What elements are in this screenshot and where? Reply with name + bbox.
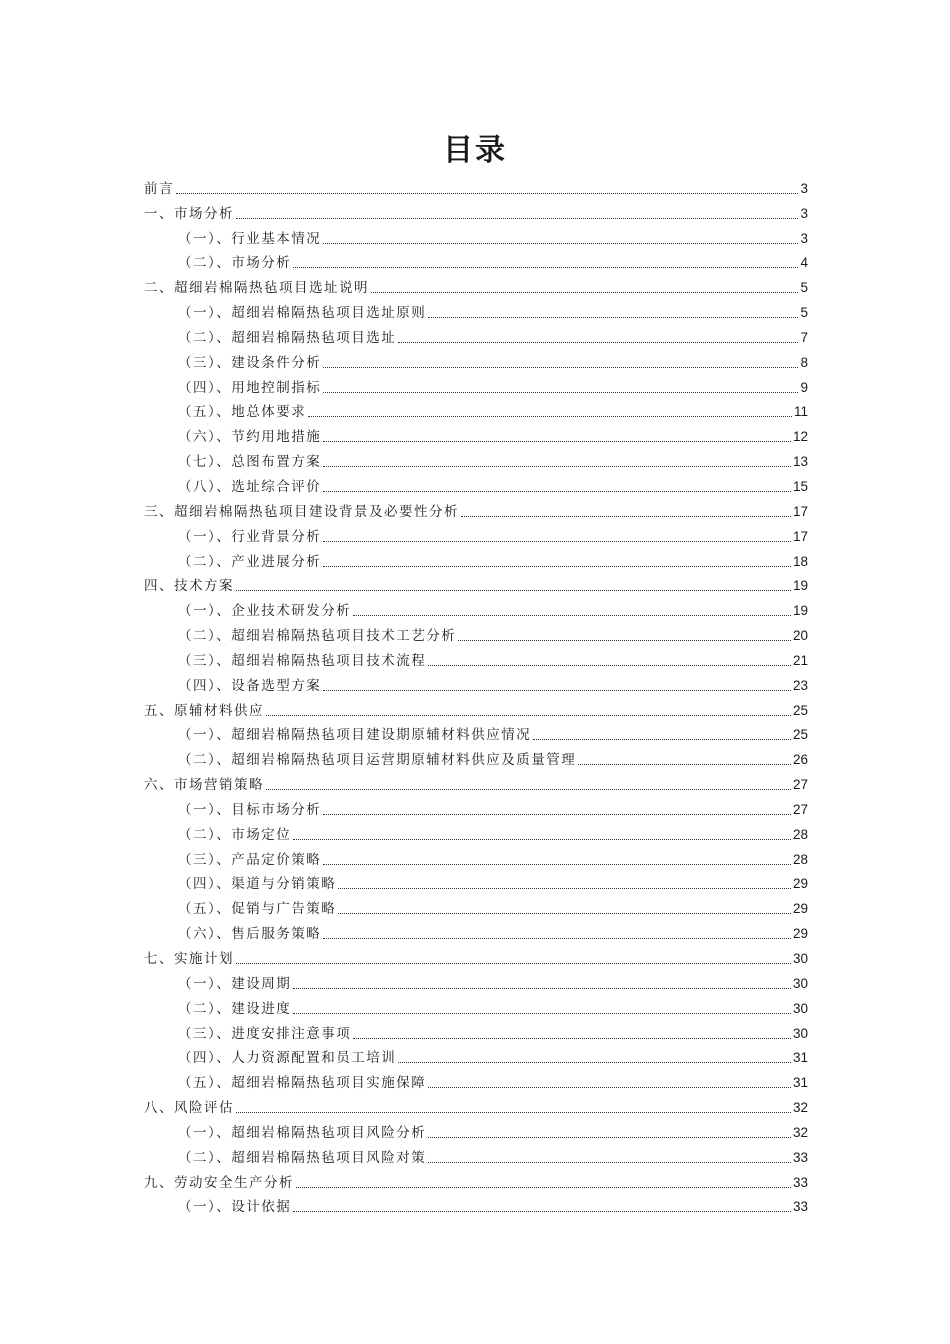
toc-entry[interactable] [144,844,808,869]
toc-entry[interactable] [144,471,808,496]
toc-dot-leader [293,1211,791,1212]
toc-entry-text: （五）、地总体要求 [178,404,307,421]
toc-page-number: 13 [792,454,808,470]
toc-entry[interactable] [144,1043,808,1068]
toc-dot-leader [323,814,791,815]
toc-entry[interactable] [144,893,808,918]
toc-page-number: 3 [800,205,808,221]
toc-dot-leader [428,317,798,318]
toc-entry-text: 四、技术方案 [144,578,234,595]
toc-entry[interactable] [144,769,808,794]
toc-page-number: 27 [792,777,808,793]
toc-dot-leader [371,292,798,293]
toc-dot-leader [458,640,791,641]
toc-entry-text: （二）、超细岩棉隔热毡项目选址 [178,329,397,346]
toc-entry[interactable] [144,1018,808,1043]
toc-entry-text: （二）、超细岩棉隔热毡项目风险对策 [178,1149,427,1166]
toc-entry[interactable] [144,1117,808,1142]
toc-page-number: 28 [792,826,808,842]
toc-entry-text: （一）、超细岩棉隔热毡项目建设期原辅材料供应情况 [178,727,532,744]
toc-page-number: 32 [792,1124,808,1140]
toc-dot-leader [323,466,791,467]
table-of-contents [144,173,808,1216]
toc-dot-leader [293,839,791,840]
toc-entry[interactable] [144,744,808,769]
toc-entry-text: （一）、行业基本情况 [178,230,322,247]
toc-entry-text: （二）、市场定位 [178,826,292,843]
toc-dot-leader [338,888,791,889]
toc-page-number: 30 [792,1000,808,1016]
toc-page-number: 25 [792,702,808,718]
toc-dot-leader [323,566,791,567]
toc-entry[interactable] [144,1067,808,1092]
toc-page-number: 18 [792,553,808,569]
toc-page-number: 5 [800,305,808,321]
toc-entry-text: 七、实施计划 [144,951,234,967]
toc-entry[interactable] [144,720,808,745]
toc-entry[interactable] [144,297,808,322]
toc-entry-text: （四）、设备选型方案 [178,677,322,694]
toc-dot-leader [323,367,798,368]
toc-dot-leader [293,267,798,268]
toc-dot-leader [533,739,791,740]
toc-entry[interactable] [144,272,808,297]
toc-page-number: 23 [792,677,808,693]
toc-page-number: 26 [792,752,808,768]
toc-page-number: 30 [792,1025,808,1041]
toc-entry[interactable] [144,1142,808,1167]
toc-dot-leader [578,764,791,765]
toc-entry[interactable] [144,645,808,670]
toc-page-number: 32 [792,1100,808,1116]
toc-entry[interactable] [144,248,808,273]
toc-dot-leader [176,193,798,194]
toc-page-number: 15 [792,478,808,494]
toc-entry-text: （四）、用地控制指标 [178,379,322,396]
toc-dot-leader [323,938,791,939]
toc-dot-leader [398,342,798,343]
toc-entry[interactable] [144,794,808,819]
toc-entry-text: （二）、建设进度 [178,1000,292,1017]
toc-page-number: 9 [800,379,808,395]
toc-page-number: 8 [800,354,808,370]
toc-dot-leader [398,1062,791,1063]
toc-entry[interactable] [144,421,808,446]
toc-entry[interactable] [144,446,808,471]
toc-entry[interactable] [144,198,808,223]
toc-page-number: 33 [792,1174,808,1190]
toc-page-number: 3 [800,180,808,196]
toc-page-number: 7 [800,329,808,345]
toc-title: 目录 [443,133,507,168]
toc-entry[interactable] [144,397,808,422]
toc-entry-text: （八）、选址综合评价 [178,478,322,495]
toc-entry[interactable] [144,521,808,546]
toc-page-number: 29 [792,926,808,942]
toc-entry-text: （五）、促销与广告策略 [178,901,337,918]
toc-page-number: 31 [792,1075,808,1091]
toc-entry-text: （五）、超细岩棉隔热毡项目实施保障 [178,1075,427,1092]
toc-entry[interactable] [144,496,808,521]
toc-dot-leader [266,715,791,716]
toc-entry-text: （四）、渠道与分销策略 [178,876,337,893]
toc-entry[interactable] [144,918,808,943]
toc-entry-text: （一）、企业技术研发分析 [178,603,352,620]
toc-page-number: 21 [792,652,808,668]
toc-dot-leader [323,441,791,442]
toc-page-number: 17 [792,528,808,544]
toc-dot-leader [323,864,791,865]
toc-dot-leader [338,913,791,914]
toc-dot-leader [308,416,792,417]
toc-page-number: 27 [792,801,808,817]
toc-entry[interactable] [144,322,808,347]
toc-page-number: 19 [792,603,808,619]
toc-dot-leader [323,541,791,542]
toc-entry[interactable] [144,571,808,596]
toc-dot-leader [428,1162,791,1163]
toc-dot-leader [296,1187,791,1188]
toc-page-number: 31 [792,1050,808,1066]
toc-entry-text: （二）、超细岩棉隔热毡项目技术工艺分析 [178,628,457,645]
toc-entry[interactable] [144,546,808,571]
toc-entry[interactable] [144,173,808,198]
toc-entry-text: （三）、产品定价策略 [178,851,322,868]
toc-page-number: 28 [792,851,808,867]
toc-page-number: 33 [792,1149,808,1165]
toc-page-number: 25 [792,727,808,743]
toc-entry-text: 八、风险评估 [144,1100,234,1117]
toc-entry-text: 三、超细岩棉隔热毡项目建设背景及必要性分析 [144,503,459,520]
toc-page-number: 3 [800,230,808,246]
toc-dot-leader [293,988,791,989]
toc-entry[interactable] [144,819,808,844]
toc-entry-text: （一）、设计依据 [178,1199,292,1216]
toc-entry[interactable] [144,1192,808,1217]
toc-entry-text: （六）、售后服务策略 [178,926,322,943]
toc-dot-leader [293,1013,791,1014]
toc-dot-leader [236,590,791,591]
toc-entry-text: （二）、产业进展分析 [178,553,322,570]
toc-dot-leader [236,1112,791,1113]
toc-entry-text: （二）、市场分析 [178,255,292,272]
toc-dot-leader [461,516,791,517]
toc-page-number: 20 [792,628,808,644]
toc-page-number: 12 [792,429,808,445]
toc-dot-leader [323,491,791,492]
toc-page-number: 5 [800,280,808,296]
toc-entry-text: 二、超细岩棉隔热毡项目选址说明 [144,280,369,297]
toc-entry[interactable] [144,595,808,620]
toc-entry[interactable] [144,223,808,248]
toc-entry[interactable] [144,968,808,993]
toc-entry-text: （一）、超细岩棉隔热毡项目选址原则 [178,305,427,322]
toc-entry[interactable] [144,943,808,968]
toc-page-number: 11 [793,404,808,420]
toc-entry-text: 五、原辅材料供应 [144,702,264,719]
toc-entry[interactable] [144,1167,808,1192]
toc-page-number: 29 [792,876,808,892]
toc-page-number: 33 [792,1199,808,1215]
toc-entry[interactable] [144,620,808,645]
toc-entry-text: （一）、超细岩棉隔热毡项目风险分析 [178,1124,427,1141]
toc-dot-leader [236,218,798,219]
toc-entry-text: （一）、建设周期 [178,975,292,992]
toc-dot-leader [323,243,798,244]
toc-entry[interactable] [144,347,808,372]
toc-page-number: 30 [792,951,808,966]
toc-dot-leader [323,690,791,691]
toc-entry[interactable] [144,695,808,720]
toc-entry-text: 一、市场分析 [144,205,234,222]
toc-entry[interactable] [144,869,808,894]
toc-page-number: 30 [792,975,808,991]
toc-entry-text: （一）、目标市场分析 [178,801,322,818]
toc-dot-leader [266,789,791,790]
toc-entry[interactable] [144,670,808,695]
toc-dot-leader [323,392,798,393]
toc-entry-text: （二）、超细岩棉隔热毡项目运营期原辅材料供应及质量管理 [178,752,577,769]
toc-dot-leader [353,1038,791,1039]
toc-dot-leader [428,1137,791,1138]
toc-entry-text: （四）、人力资源配置和员工培训 [178,1050,397,1067]
toc-dot-leader [353,615,791,616]
toc-dot-leader [428,665,791,666]
toc-dot-leader [428,1087,791,1088]
toc-entry-text: （六）、节约用地措施 [178,429,322,446]
toc-entry-text: （三）、建设条件分析 [178,354,322,371]
toc-entry[interactable] [144,1092,808,1117]
toc-page-number: 17 [792,503,808,519]
toc-dot-leader [236,963,791,964]
toc-entry-text: （一）、行业背景分析 [178,528,322,545]
toc-entry[interactable] [144,372,808,397]
toc-entry-text: 前言 [144,180,174,197]
toc-page-number: 4 [800,255,808,271]
toc-entry-text: （三）、进度安排注意事项 [178,1025,352,1042]
toc-entry-text: （七）、总图布置方案 [178,454,322,471]
toc-entry-text: （三）、超细岩棉隔热毡项目技术流程 [178,652,427,669]
toc-page-number: 29 [792,901,808,917]
toc-entry-text: 九、劳动安全生产分析 [144,1174,294,1191]
toc-entry[interactable] [144,993,808,1018]
toc-page-number: 19 [792,578,808,594]
toc-entry-text: 六、市场营销策略 [144,777,264,794]
